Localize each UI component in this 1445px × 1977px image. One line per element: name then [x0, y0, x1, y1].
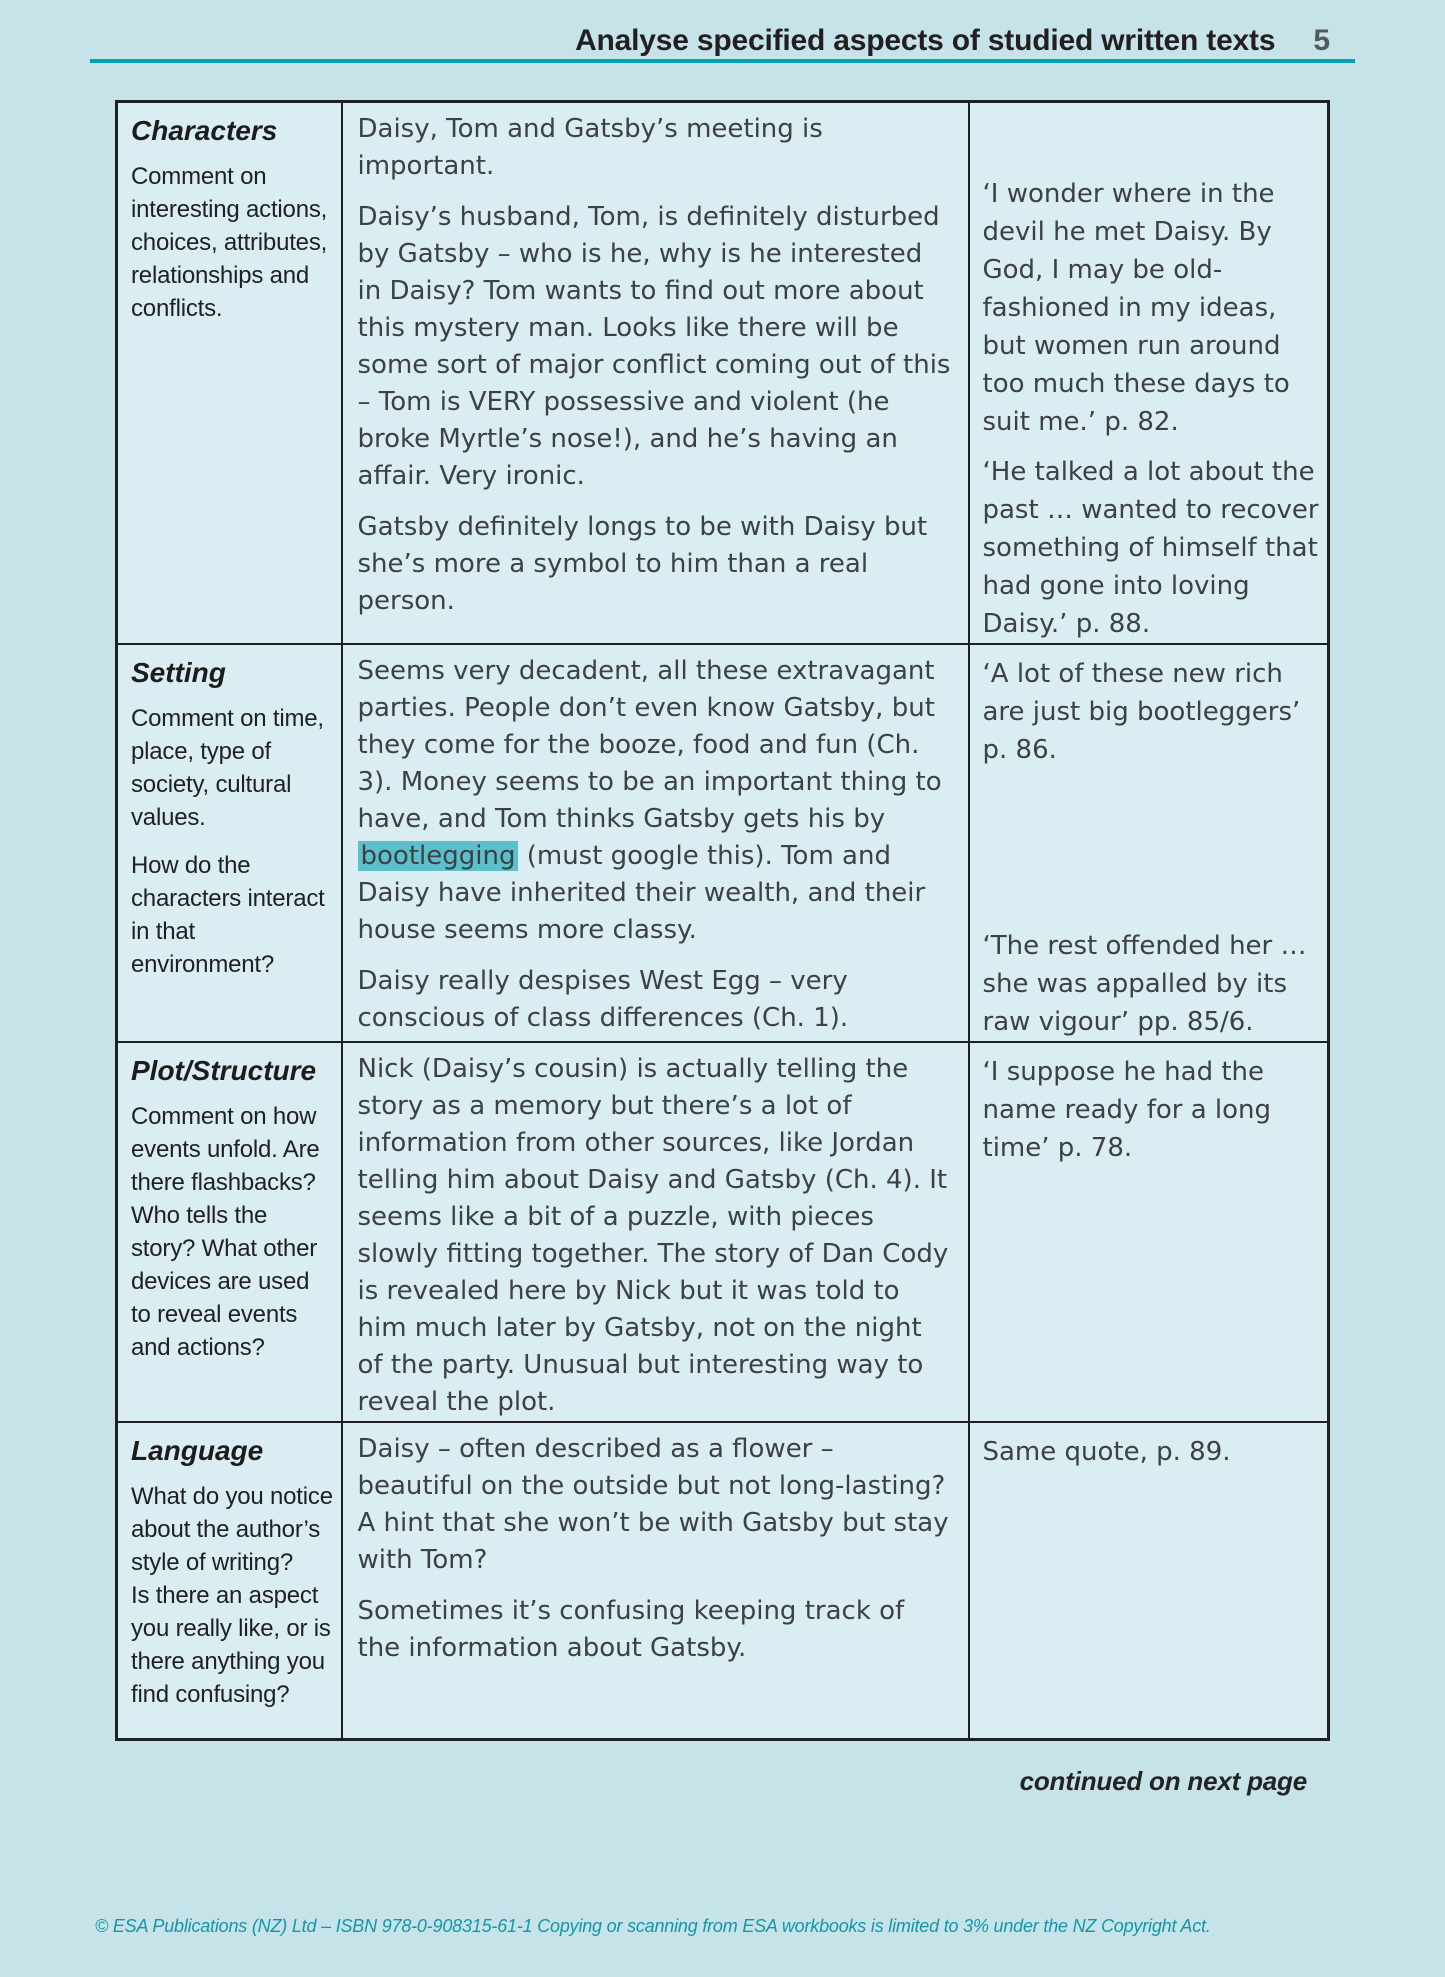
study-table-body	[117, 102, 1329, 1740]
category-cell	[117, 1042, 342, 1422]
quotes-cell	[969, 1422, 1329, 1739]
table-row	[117, 644, 1329, 1042]
note-paragraph: Daisy, Tom and Gatsby’s meeting is important.	[357, 114, 823, 181]
note-paragraph: Gatsby definitely longs to be with Daisy but she’s more a symbol to him than a real person.	[357, 512, 928, 616]
prompt-paragraph: Comment on interesting actions, choices, attributes, relationships and conflicts.	[131, 163, 328, 322]
quote-paragraph: ‘A lot of these new rich are just big bootleggers’ p. 86.	[982, 659, 1301, 765]
notes-cell	[342, 1422, 969, 1739]
category-prompt	[131, 160, 335, 325]
highlight-mark: bootlegging	[358, 841, 519, 871]
category-cell	[117, 1422, 342, 1739]
category-cell	[117, 102, 342, 645]
quote-paragraph: ‘I wonder where in the devil he met Daisy. By God, I may be old-fashioned in my ideas, but women run around too much these days to suit me.’ p. 82.	[982, 179, 1290, 437]
page-number: 5	[1313, 24, 1330, 57]
prompt-paragraph: Comment on time, place, type of society, cultural values.	[131, 705, 324, 831]
quote-paragraph: ‘The rest offended her … she was appalled by its raw vigour’ pp. 85/6.	[982, 931, 1307, 1037]
notes-cell	[342, 644, 969, 1042]
note-paragraph: Nick (Daisy’s cousin) is actually telling the story as a memory but there’s a lot of information from other sources, like Jordan telling him about Daisy and Gatsby (Ch. 4). It seems like a bit of a puzzle, with pieces slowly fitting together. The story of Dan Cody is revealed here by Nick but it was told to him much later by Gatsby, not on the night of the party. Unusual but interesting way to reveal the plot.	[357, 1054, 949, 1417]
quote-paragraph: ‘I suppose he had the name ready for a long time’ p. 78.	[982, 1057, 1272, 1163]
note-paragraph: Seems very decadent, all these extravagant parties. People don’t even know Gatsby, but they come for the booze, food and fun (Ch. 3). Money seems to be an important thing to have, and Tom thinks Gatsby gets his by bootlegging (must google this). Tom and Daisy have inherited their wealth, and their house seems more classy.	[357, 656, 942, 945]
quotes-cell	[969, 644, 1329, 1042]
category-title: Language	[131, 1435, 264, 1466]
note-paragraph: Daisy’s husband, Tom, is definitely disturbed by Gatsby – who is he, why is he interested in Daisy? Tom wants to find out more about this mystery man. Looks like there will be some sort of major conflict coming out of this – Tom is VERY possessive and violent (he broke Myrtle’s nose!), and he’s having an affair. Very ironic.	[357, 202, 951, 491]
quotes-cell	[969, 1042, 1329, 1422]
notes-cell	[342, 102, 969, 645]
note-paragraph: Daisy – often described as a flower – beautiful on the outside but not long-lasting? A hint that she won’t be with Gatsby but stay with Tom?	[357, 1434, 949, 1575]
quote-paragraph: ‘He talked a lot about the past … wanted to recover something of himself that had gone into loving Daisy.’ p. 88.	[982, 457, 1319, 639]
study-notes-table	[115, 100, 1330, 1741]
prompt-paragraph: Is there an aspect you really like, or is there anything you find confusing?	[131, 1582, 331, 1708]
category-cell	[117, 644, 342, 1042]
table-row	[117, 1042, 1329, 1422]
continued-note: continued on next page	[1019, 1766, 1307, 1796]
note-paragraph: Daisy really despises West Egg – very conscious of class differences (Ch. 1).	[357, 966, 849, 1033]
category-prompt	[131, 1100, 335, 1364]
category-title: Setting	[131, 657, 226, 688]
note-paragraph: Sometimes it’s confusing keeping track of the information about Gatsby.	[357, 1596, 905, 1663]
footer-copyright: © ESA Publications (NZ) Ltd – ISBN 978-0-908315-61-1 Copying or scanning from ESA workbooks is limited to 3% under the NZ Copyright Act.	[95, 1916, 1211, 1936]
table-row	[117, 102, 1329, 645]
page-title: Analyse specified aspects of studied written texts	[575, 24, 1276, 57]
header-divider-rule	[90, 59, 1355, 63]
table-row	[117, 1422, 1329, 1739]
prompt-paragraph: How do the characters interact in that environment?	[131, 852, 325, 978]
page-header	[90, 24, 1330, 58]
category-prompt	[131, 702, 335, 981]
quotes-cell	[969, 102, 1329, 645]
category-prompt	[131, 1480, 335, 1711]
notes-cell	[342, 1042, 969, 1422]
prompt-paragraph: Comment on how events unfold. Are there flashbacks? Who tells the story? What other devices are used to reveal events and actions?	[131, 1103, 320, 1361]
category-title: Characters	[131, 115, 278, 146]
prompt-paragraph: What do you notice about the author’s style of writing?	[131, 1483, 333, 1576]
quote-paragraph: Same quote, p. 89.	[982, 1437, 1231, 1467]
category-title: Plot/Structure	[131, 1055, 317, 1086]
